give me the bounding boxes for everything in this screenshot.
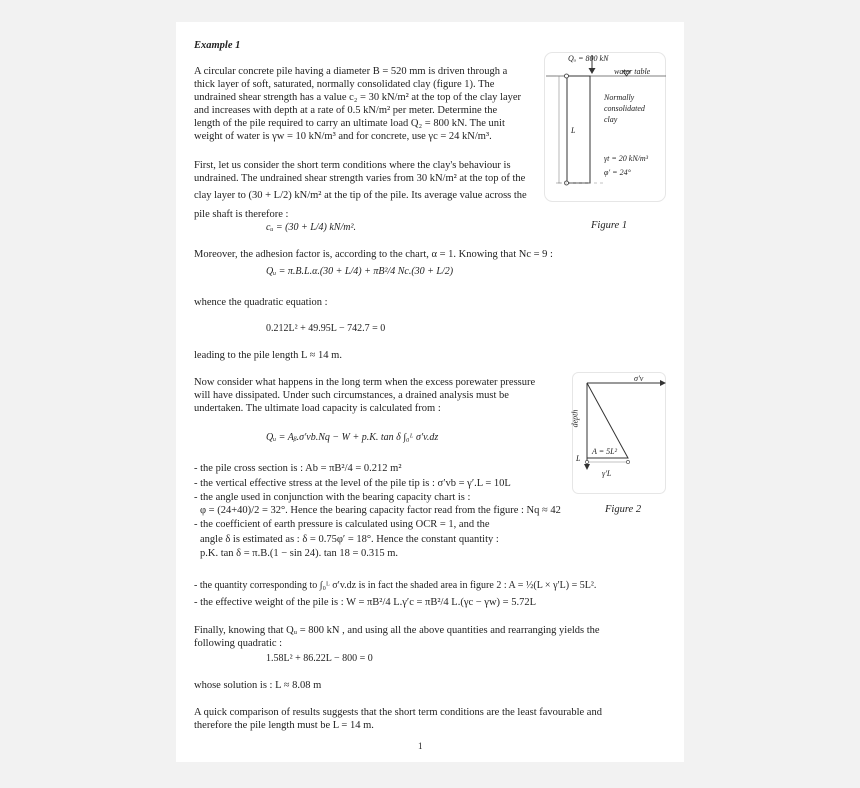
load-label: Qᵤ = 800 kN (568, 54, 609, 63)
sigma-label: σ′v (634, 374, 644, 383)
text-line: First, let us consider the short term conditions where the clay's behaviour is (194, 160, 511, 171)
text-line: and increases with depth at a rate of 0.5 kN/m² per meter. Determine the (194, 105, 498, 116)
text-line: leading to the pile length L ≈ 14 m. (194, 350, 342, 361)
area-label: A = 5L² (592, 447, 617, 456)
figure-2 (572, 372, 666, 494)
page-number: 1 (418, 741, 423, 751)
list-item: - the effective weight of the pile is : W = πB²/4 L.γ′c = πB²/4 L.(γc − γw) = 5.72L (194, 597, 536, 608)
equation-cu: cᵤ = (30 + L/4) kN/m². (266, 222, 356, 233)
text-line: therefore the pile length must be L = 14 m. (194, 720, 374, 731)
document-page (176, 22, 684, 762)
text-line: whose solution is : L ≈ 8.08 m (194, 680, 322, 691)
text-line: clay layer to (30 + L/2) kN/m² at the tip of the pile. Its average value across the (194, 190, 527, 201)
equation-quadratic-1: 0.212L² + 49.95L − 742.7 = 0 (266, 323, 386, 334)
stress-value-label: γ′L (602, 469, 612, 478)
list-item: angle δ is estimated as : δ = 0.75φ′ = 18°. Hence the constant quantity : (200, 534, 499, 545)
text-line: Moreover, the adhesion factor is, according to the chart, α = 1. Knowing that Nc = 9 : (194, 249, 553, 260)
equation-quadratic-2: 1.58L² + 86.22L − 800 = 0 (266, 653, 373, 664)
unit-weight-label: γt = 20 kN/m³ (604, 154, 649, 163)
text-line: pile shaft is therefore : (194, 209, 289, 220)
list-item: - the quantity corresponding to ∫₀ᴸ σ′v.dz is in fact the shaded area in figure 2 : A = ½(L × γ′L) = 5L². (194, 580, 597, 591)
list-item: φ = (24+40)/2 = 32°. Hence the bearing capacity factor read from the figure : Nq ≈ 42 (200, 505, 561, 516)
text-line: whence the quadratic equation : (194, 297, 328, 308)
clay-label-3: clay (604, 115, 618, 124)
text-line: thick layer of soft, saturated, normally consolidated clay (figure 1). The (194, 79, 495, 90)
water-table-label: water table (614, 67, 651, 76)
text-line: following quadratic : (194, 638, 283, 649)
list-item: - the angle used in conjunction with the bearing capacity chart is : (194, 492, 471, 503)
text-line: Now consider what happens in the long term when the excess porewater pressure (194, 377, 536, 388)
text-line: undrained. The undrained shear strength varies from 30 kN/m² at the top of the (194, 173, 526, 184)
pile-length-label: L (571, 126, 576, 135)
clay-label-2: consolidated (604, 104, 645, 113)
example-title: Example 1 (194, 40, 241, 51)
list-item: - the pile cross section is : Ab = πB²/4 = 0.212 m² (194, 463, 402, 474)
figure-1 (544, 52, 666, 202)
list-item: - the coefficient of earth pressure is calculated using OCR = 1, and the (194, 519, 490, 530)
equation-qu-short-term: Qᵤ = π.B.L.α.(30 + L/4) + πB²/4 Nc.(30 + L/2) (266, 266, 454, 277)
equation-qu-long-term: Qᵤ = Aᵦ.σ′vb.Nq − W + p.K. tan δ ∫₀ᴸ σ′v.dz (266, 432, 439, 443)
text-line: A circular concrete pile having a diameter B = 520 mm is driven through a (194, 66, 508, 77)
figure-2-caption: Figure 2 (605, 504, 642, 515)
text-line: weight of water is γw = 10 kN/m³ and for concrete, use γc = 24 kN/m³. (194, 131, 492, 142)
text-line: undrained shear strength has a value c₂ = 30 kN/m² at the top of the clay layer (194, 92, 522, 103)
text-line: A quick comparison of results suggests that the short term conditions are the least favourable and (194, 707, 602, 718)
depth-length-label: L (576, 454, 581, 463)
text-line: undertaken. The ultimate load capacity is calculated from : (194, 403, 441, 414)
clay-label-1: Normally (604, 93, 635, 102)
figure-1-caption: Figure 1 (591, 220, 628, 231)
list-item: p.K. tan δ = π.B.(1 − sin 24). tan 18 = 0.315 m. (200, 548, 399, 559)
text-line: length of the pile required to carry an ultimate load Q₂ = 800 kN. The unit (194, 118, 505, 129)
text-line: will have dissipated. Under such circumstances, a drained analysis must be (194, 390, 509, 401)
friction-angle-label: φ′ = 24° (604, 168, 631, 177)
list-item: - the vertical effective stress at the level of the pile tip is : σ′vb = γ′.L = 10L (194, 478, 511, 489)
depth-label: depth (570, 409, 580, 428)
text-line: Finally, knowing that Qᵤ = 800 kN , and using all the above quantities and rearranging yields the (194, 625, 600, 636)
figure-2-drawing (572, 372, 666, 494)
